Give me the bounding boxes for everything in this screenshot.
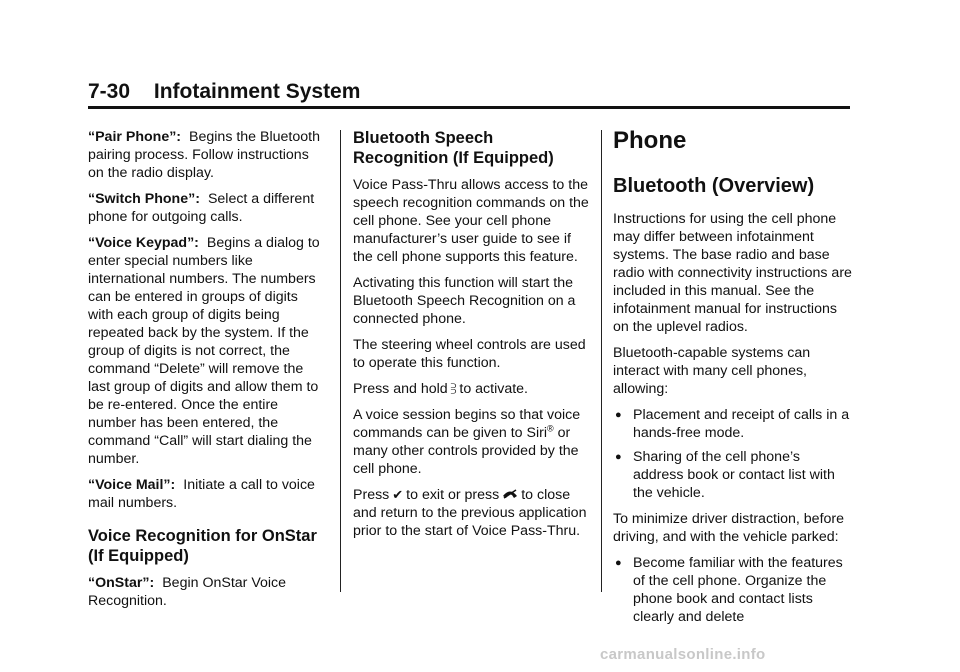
list-item-text: Placement and receipt of calls in a hands-free mode. xyxy=(633,407,850,441)
term-voice-keypad: “Voice Keypad”: xyxy=(88,235,199,251)
checkmark-icon: ✔ xyxy=(392,487,404,502)
end-call-icon xyxy=(502,486,518,504)
text: to close and return to the previous application prior to the start of Voice Pass-Thru. xyxy=(353,487,587,539)
list-item xyxy=(613,448,853,502)
paragraph xyxy=(88,128,324,182)
paragraph: The steering wheel controls are used to operate this function. xyxy=(353,337,586,371)
text: Press and hold xyxy=(353,381,448,397)
voice-command-icon: ⫖ xyxy=(450,381,457,396)
paragraph: Instructions for using the cell phone may differ between infotainment systems. The base radio and base radio with connectivity instructions are included in this manual. See the infotainment manual for instructions on the uplevel radios. xyxy=(613,211,852,335)
desc-voice-keypad: Begins a dialog to enter special numbers like international numbers. The numbers can be entered in groups of digits with each group of digits being repeated back by the system. If the group of digits is not correct, the command “Delete” will remove the last group of digits and allow them to be re-entered. Once the entire number has been entered, the command “Call” will start dialing the number. xyxy=(88,235,320,467)
list-item xyxy=(613,554,853,626)
bullet-icon: ● xyxy=(615,557,622,569)
column-divider xyxy=(340,130,341,592)
text: or many other controls provided by the cell phone. xyxy=(353,425,579,477)
paragraph: Voice Pass-Thru allows access to the speech recognition commands on the cell phone. See your cell phone manufacturer’s user guide to see if the cell phone supports this feature. xyxy=(353,177,589,265)
paragraph xyxy=(88,476,324,512)
term-pair-phone: “Pair Phone”: xyxy=(88,129,182,145)
bullet-icon: ● xyxy=(615,451,622,463)
column-right xyxy=(613,128,853,634)
desc-switch-phone: Select a different phone for outgoing calls. xyxy=(88,191,315,225)
list-item-text: Sharing of the cell phone’s address book or contact list with the vehicle. xyxy=(633,449,835,501)
paragraph xyxy=(88,234,324,468)
list-item xyxy=(613,406,853,442)
text: to exit or press xyxy=(406,487,500,503)
column-divider xyxy=(601,130,602,592)
section-title: Infotainment System xyxy=(153,80,361,103)
paragraph xyxy=(353,486,589,540)
paragraph: Bluetooth-capable systems can interact with many cell phones, allowing: xyxy=(613,345,811,397)
registered-mark: ® xyxy=(547,423,554,434)
bullet-list xyxy=(613,406,853,502)
paragraph: Activating this function will start the Bluetooth Speech Recognition on a connected phone. xyxy=(353,275,576,327)
term-onstar: “OnStar”: xyxy=(88,575,155,591)
paragraph xyxy=(88,190,324,226)
paragraph xyxy=(353,380,589,398)
heading-onstar: Voice Recognition for OnStar (If Equipped) xyxy=(88,527,317,565)
page-header xyxy=(88,80,850,109)
desc-voice-mail: Initiate a call to voice mail numbers. xyxy=(88,477,315,511)
list-item-text: Become familiar with the features of the cell phone. Organize the phone book and contact lists clearly and delete xyxy=(633,555,843,625)
bullet-list xyxy=(613,554,853,626)
heading-speech-recognition: Bluetooth Speech Recognition (If Equipped) xyxy=(353,129,554,167)
bullet-icon: ● xyxy=(615,409,622,421)
text: Press xyxy=(353,487,390,503)
text: A voice session begins so that voice commands can be given to Siri xyxy=(353,407,581,441)
column-middle xyxy=(353,128,589,548)
heading-bluetooth-overview: Bluetooth (Overview) xyxy=(613,175,815,197)
desc-onstar: Begin OnStar Voice Recognition. xyxy=(88,575,287,609)
desc-pair-phone: Begins the Bluetooth pairing process. Follow instructions on the radio display. xyxy=(88,129,320,181)
paragraph: To minimize driver distraction, before driving, and with the vehicle parked: xyxy=(613,511,845,545)
page-number: 7-30 xyxy=(88,80,131,103)
term-switch-phone: “Switch Phone”: xyxy=(88,191,200,207)
column-left xyxy=(88,128,324,618)
chapter-title-phone: Phone xyxy=(613,127,687,154)
paragraph xyxy=(88,574,324,610)
watermark: carmanualsonline.info xyxy=(600,646,766,663)
term-voice-mail: “Voice Mail”: xyxy=(88,477,176,493)
paragraph xyxy=(353,406,589,478)
text: to activate. xyxy=(459,381,529,397)
